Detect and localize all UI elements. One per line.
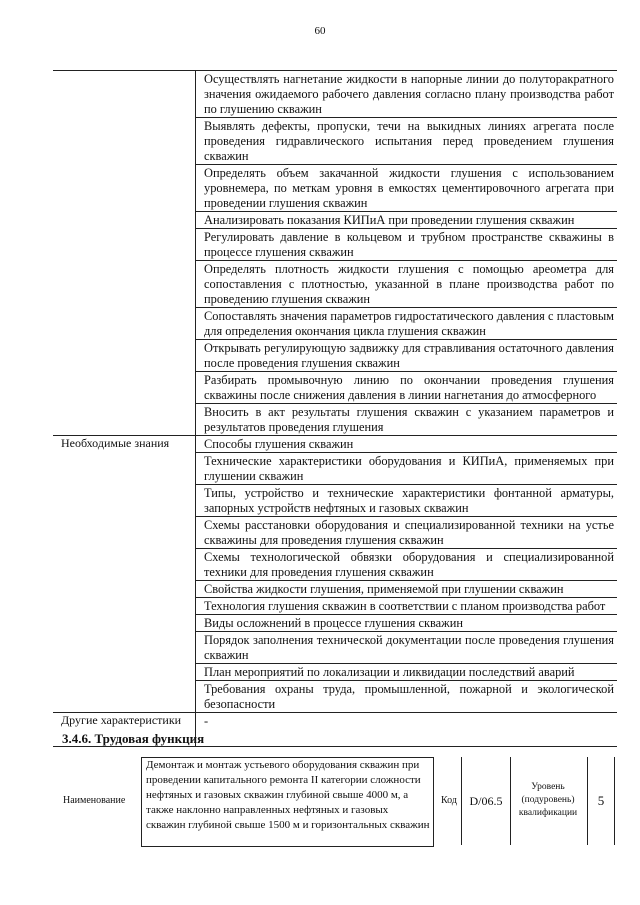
skill-item: Анализировать показания КИПиА при проведении глушения скважин — [196, 212, 618, 229]
knowledge-item: Технология глушения скважин в соответствии с планом производства работ — [196, 598, 618, 615]
level-value: 5 — [587, 757, 615, 845]
code-label: Код — [441, 795, 457, 806]
function-name-box: Демонтаж и монтаж устьевого оборудования скважин при проведении капитального ремонта II категории сложности нефтяных и газовых скважин глубиной свыше 4000 м, а также наклонно направленных нефтяных и газовых скважин глубиной свыше 1500 м и горизонтальных скважин — [141, 757, 434, 847]
table-row — [53, 436, 617, 453]
skill-item: Определять плотность жидкости глушения с помощью ареометра для сопоставления с плотностью, указанной в плане производства работ по проведению глушения скважин — [196, 261, 618, 308]
skill-item: Регулировать давление в кольцевом и трубном пространстве скважины в процессе глушения скважин — [196, 229, 618, 261]
skill-item: Осуществлять нагнетание жидкости в напорные линии до полуторакратного значения ожидаемого рабочего давления согласно плану производства работ по глушению скважин — [196, 71, 618, 118]
skill-item: Выявлять дефекты, пропуски, течи на выкидных линиях агрегата после проведения гидравлического испытания перед проведением глушения скважин — [196, 118, 618, 165]
skill-item: Открывать регулирующую задвижку для стравливания остаточного давления после проведения глушения скважин — [196, 340, 618, 372]
competency-table — [53, 70, 617, 747]
skill-item: Разбирать промывочную линию по окончании проведения глушения скважины после снижения давления в линии нагнетания до атмосферного — [196, 372, 618, 404]
knowledge-item: Свойства жидкости глушения, применяемой при глушении скважин — [196, 581, 618, 598]
knowledge-item: Схемы технологической обвязки оборудования и специализированной техники для проведения глушения скважин — [196, 549, 618, 581]
table-row — [53, 71, 617, 118]
name-label: Наименование — [63, 795, 126, 806]
knowledge-label: Необходимые знания — [53, 436, 196, 713]
knowledge-item: Типы, устройство и технические характеристики фонтанной арматуры, запорных устройств нефтяных и газовых скважин — [196, 485, 618, 517]
code-value: D/06.5 — [461, 757, 511, 845]
other-label: Другие характеристики — [53, 713, 196, 747]
skill-item: Сопоставлять значения параметров гидростатического давления с пластовым для определения окончания цикла глушения скважин — [196, 308, 618, 340]
knowledge-item: Схемы расстановки оборудования и специализированной техники на устье скважины для проведения глушения скважин — [196, 517, 618, 549]
knowledge-item: Требования охраны труда, промышленной, пожарной и экологической безопасности — [196, 681, 618, 713]
level-label: Уровень (подуровень) квалификации — [518, 782, 578, 818]
knowledge-item: План мероприятий по локализации и ликвидации последствий аварий — [196, 664, 618, 681]
page-number: 60 — [314, 25, 326, 37]
section-title: 3.4.6. Трудовая функция — [62, 731, 205, 746]
other-value: - — [196, 713, 618, 747]
skill-item: Определять объем закачанной жидкости глушения с использованием уровнемера, по меткам уровня в емкостях цементировочного агрегата при проведении глушения скважин — [196, 165, 618, 212]
skill-item: Вносить в акт результаты глушения скважин с указанием параметров и результатов проведения глушения — [196, 404, 618, 436]
knowledge-item: Порядок заполнения технической документации после проведения глушения скважин — [196, 632, 618, 664]
knowledge-item: Технические характеристики оборудования и КИПиА, применяемых при глушении скважин — [196, 453, 618, 485]
knowledge-item: Виды осложнений в процессе глушения скважин — [196, 615, 618, 632]
knowledge-item: Способы глушения скважин — [196, 436, 618, 453]
label-cell-empty — [53, 71, 196, 436]
